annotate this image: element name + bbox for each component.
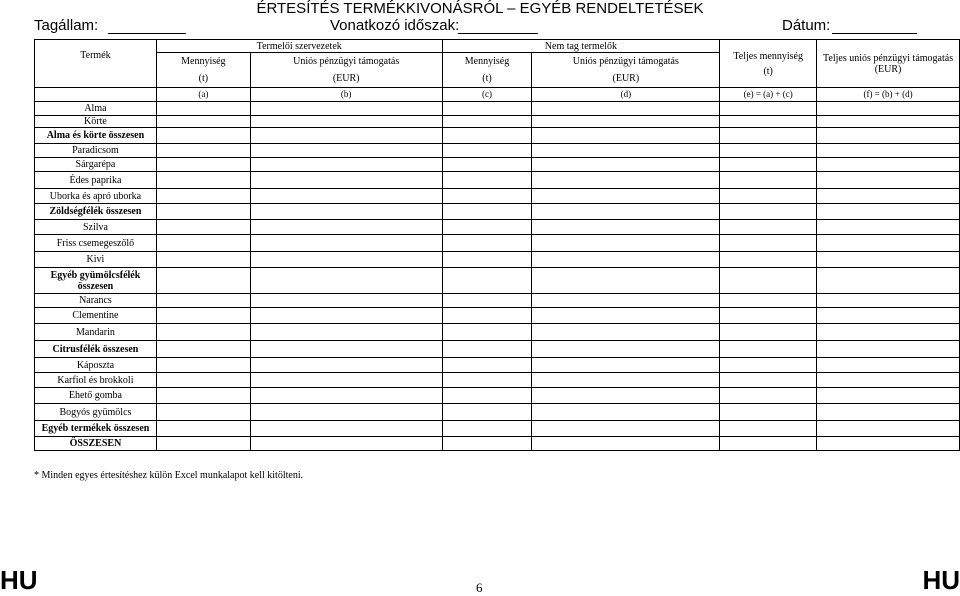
value-cell[interactable] — [250, 437, 442, 451]
group-non-member-producers: Nem tag termelők — [442, 40, 720, 53]
value-cell[interactable] — [532, 116, 720, 128]
value-cell[interactable] — [156, 102, 250, 116]
product-label: Alma — [35, 102, 157, 116]
value-cell[interactable] — [442, 308, 532, 324]
value-cell[interactable] — [720, 294, 817, 308]
value-cell[interactable] — [442, 373, 532, 388]
table-row — [35, 437, 960, 451]
value-cell[interactable] — [720, 268, 817, 294]
value-cell[interactable] — [250, 144, 442, 158]
value-cell[interactable] — [156, 437, 250, 451]
value-cell[interactable] — [720, 116, 817, 128]
total-eu-support-header: Teljes uniós pénzügyi támogatás (EUR) — [817, 40, 960, 88]
value-cell[interactable] — [156, 189, 250, 204]
value-cell[interactable] — [250, 189, 442, 204]
table-row — [35, 388, 960, 404]
value-cell[interactable] — [532, 204, 720, 220]
value-cell[interactable] — [532, 373, 720, 388]
formula-c: (c) — [442, 88, 532, 102]
value-cell[interactable] — [532, 341, 720, 358]
value-cell[interactable] — [156, 128, 250, 144]
withdrawal-table — [34, 39, 960, 451]
value-cell[interactable] — [442, 235, 532, 252]
value-cell[interactable] — [817, 235, 960, 252]
table-row — [35, 268, 960, 294]
value-cell[interactable] — [250, 373, 442, 388]
value-cell[interactable] — [720, 341, 817, 358]
value-cell[interactable] — [156, 294, 250, 308]
value-cell[interactable] — [720, 308, 817, 324]
value-cell[interactable] — [532, 252, 720, 268]
value-cell[interactable] — [156, 172, 250, 189]
formula-a: (a) — [156, 88, 250, 102]
value-cell[interactable] — [532, 421, 720, 437]
value-cell[interactable] — [817, 388, 960, 404]
value-cell[interactable] — [532, 102, 720, 116]
value-cell[interactable] — [817, 308, 960, 324]
value-cell[interactable] — [250, 252, 442, 268]
value-cell[interactable] — [817, 358, 960, 373]
value-cell[interactable] — [442, 252, 532, 268]
value-cell[interactable] — [817, 404, 960, 421]
country-code-left: HU — [0, 565, 38, 595]
value-cell[interactable] — [250, 172, 442, 189]
formula-b: (b) — [250, 88, 442, 102]
value-cell[interactable] — [720, 189, 817, 204]
value-cell[interactable] — [250, 324, 442, 341]
member-state-label: Tagállam: — [34, 17, 99, 34]
date-label: Dátum: — [782, 17, 831, 34]
header-fields — [0, 16, 960, 36]
value-cell[interactable] — [720, 128, 817, 144]
value-cell[interactable] — [532, 128, 720, 144]
product-label: Egyéb gyümölcsfélék összesen — [35, 268, 157, 294]
table-row — [35, 252, 960, 268]
table-row — [35, 158, 960, 172]
product-label: Kivi — [35, 252, 157, 268]
value-cell[interactable] — [156, 404, 250, 421]
product-label: ÖSSZESEN — [35, 437, 157, 451]
nm-quantity-unit: (t) — [442, 71, 532, 88]
total-quantity-header — [720, 40, 817, 88]
value-cell[interactable] — [156, 388, 250, 404]
value-cell[interactable] — [250, 388, 442, 404]
value-cell[interactable] — [720, 102, 817, 116]
value-cell[interactable] — [720, 144, 817, 158]
nm-eu-support-header: Uniós pénzügyi támogatás — [532, 53, 720, 71]
table-row — [35, 204, 960, 220]
product-label: Uborka és apró uborka — [35, 189, 157, 204]
table-row — [35, 116, 960, 128]
value-cell[interactable] — [720, 437, 817, 451]
value-cell[interactable] — [817, 128, 960, 144]
product-label: Édes paprika — [35, 172, 157, 189]
value-cell[interactable] — [442, 421, 532, 437]
value-cell[interactable] — [442, 341, 532, 358]
value-cell[interactable] — [156, 421, 250, 437]
value-cell[interactable] — [532, 235, 720, 252]
value-cell[interactable] — [817, 373, 960, 388]
value-cell[interactable] — [156, 324, 250, 341]
value-cell[interactable] — [532, 437, 720, 451]
formula-f: (f) = (b) + (d) — [817, 88, 960, 102]
value-cell[interactable] — [442, 172, 532, 189]
value-cell[interactable] — [720, 324, 817, 341]
value-cell[interactable] — [532, 144, 720, 158]
product-label: Alma és körte összesen — [35, 128, 157, 144]
value-cell[interactable] — [817, 172, 960, 189]
value-cell[interactable] — [720, 358, 817, 373]
value-cell[interactable] — [817, 341, 960, 358]
value-cell[interactable] — [817, 204, 960, 220]
value-cell[interactable] — [442, 220, 532, 235]
table-row — [35, 144, 960, 158]
value-cell[interactable] — [442, 437, 532, 451]
table-row — [35, 172, 960, 189]
value-cell[interactable] — [720, 421, 817, 437]
value-cell[interactable] — [442, 294, 532, 308]
value-cell[interactable] — [720, 388, 817, 404]
value-cell[interactable] — [817, 268, 960, 294]
value-cell[interactable] — [442, 102, 532, 116]
value-cell[interactable] — [720, 235, 817, 252]
table-row — [35, 220, 960, 235]
value-cell[interactable] — [720, 158, 817, 172]
value-cell[interactable] — [250, 204, 442, 220]
product-label: Paradicsom — [35, 144, 157, 158]
value-cell[interactable] — [250, 116, 442, 128]
value-cell[interactable] — [442, 268, 532, 294]
product-label: Bogyós gyümölcs — [35, 404, 157, 421]
product-label: Egyéb termékek összesen — [35, 421, 157, 437]
formula-e: (e) = (a) + (c) — [720, 88, 817, 102]
value-cell[interactable] — [250, 341, 442, 358]
value-cell[interactable] — [532, 172, 720, 189]
value-cell[interactable] — [532, 268, 720, 294]
value-cell[interactable] — [817, 252, 960, 268]
value-cell[interactable] — [156, 116, 250, 128]
period-field[interactable] — [458, 33, 538, 34]
product-label: Sárgarépa — [35, 158, 157, 172]
value-cell[interactable] — [532, 388, 720, 404]
product-label: Ehető gomba — [35, 388, 157, 404]
value-cell[interactable] — [250, 358, 442, 373]
table-row — [35, 421, 960, 437]
value-cell[interactable] — [442, 116, 532, 128]
value-cell[interactable] — [532, 158, 720, 172]
value-cell[interactable] — [156, 204, 250, 220]
product-label: Káposzta — [35, 358, 157, 373]
value-cell[interactable] — [442, 404, 532, 421]
value-cell[interactable] — [250, 421, 442, 437]
product-header: Termék — [35, 40, 157, 88]
value-cell[interactable] — [532, 324, 720, 341]
table-row — [35, 358, 960, 373]
value-cell[interactable] — [156, 144, 250, 158]
country-code-right: HU — [922, 565, 960, 595]
value-cell[interactable] — [156, 373, 250, 388]
value-cell[interactable] — [250, 308, 442, 324]
value-cell[interactable] — [156, 268, 250, 294]
table-row — [35, 308, 960, 324]
value-cell[interactable] — [156, 220, 250, 235]
product-label: Zöldségfélék összesen — [35, 204, 157, 220]
value-cell[interactable] — [156, 252, 250, 268]
value-cell[interactable] — [156, 358, 250, 373]
value-cell[interactable] — [532, 189, 720, 204]
value-cell[interactable] — [817, 220, 960, 235]
value-cell[interactable] — [817, 294, 960, 308]
date-field[interactable] — [832, 33, 917, 34]
table-row — [35, 294, 960, 308]
product-label: Karfiol és brokkoli — [35, 373, 157, 388]
value-cell[interactable] — [720, 204, 817, 220]
value-cell[interactable] — [250, 294, 442, 308]
product-label: Körte — [35, 116, 157, 128]
product-label: Szilva — [35, 220, 157, 235]
value-cell[interactable] — [442, 204, 532, 220]
po-eu-support-unit: (EUR) — [250, 71, 442, 88]
table-row — [35, 404, 960, 421]
value-cell[interactable] — [250, 102, 442, 116]
value-cell[interactable] — [250, 404, 442, 421]
product-label: Clementine — [35, 308, 157, 324]
table-row — [35, 324, 960, 341]
po-eu-support-header: Uniós pénzügyi támogatás — [250, 53, 442, 71]
period-label: Vonatkozó időszak: — [330, 17, 460, 34]
value-cell[interactable] — [532, 294, 720, 308]
value-cell[interactable] — [720, 172, 817, 189]
page-number: 6 — [476, 580, 483, 595]
value-cell[interactable] — [442, 158, 532, 172]
table-row — [35, 373, 960, 388]
value-cell[interactable] — [720, 252, 817, 268]
formula-d: (d) — [532, 88, 720, 102]
value-cell[interactable] — [532, 404, 720, 421]
member-state-field[interactable] — [108, 33, 186, 34]
value-cell[interactable] — [720, 373, 817, 388]
table-row — [35, 235, 960, 252]
total-quantity-unit: (t) — [763, 65, 773, 77]
value-cell[interactable] — [250, 158, 442, 172]
po-quantity-unit: (t) — [156, 71, 250, 88]
value-cell[interactable] — [532, 308, 720, 324]
table-row — [35, 102, 960, 116]
value-cell[interactable] — [156, 308, 250, 324]
value-cell[interactable] — [720, 404, 817, 421]
value-cell[interactable] — [442, 358, 532, 373]
value-cell[interactable] — [817, 324, 960, 341]
value-cell[interactable] — [442, 144, 532, 158]
product-label: Narancs — [35, 294, 157, 308]
value-cell[interactable] — [250, 220, 442, 235]
value-cell[interactable] — [817, 421, 960, 437]
value-cell[interactable] — [156, 341, 250, 358]
value-cell[interactable] — [442, 128, 532, 144]
value-cell[interactable] — [442, 189, 532, 204]
value-cell[interactable] — [532, 358, 720, 373]
value-cell[interactable] — [156, 235, 250, 252]
value-cell[interactable] — [250, 268, 442, 294]
total-quantity-label: Teljes mennyiség — [733, 50, 803, 62]
value-cell[interactable] — [720, 220, 817, 235]
group-producer-orgs: Termelői szervezetek — [156, 40, 442, 53]
value-cell[interactable] — [817, 102, 960, 116]
product-label: Mandarin — [35, 324, 157, 341]
nm-quantity-header: Mennyiség — [442, 53, 532, 71]
value-cell[interactable] — [817, 158, 960, 172]
value-cell[interactable] — [817, 116, 960, 128]
value-cell[interactable] — [442, 324, 532, 341]
table-row — [35, 128, 960, 144]
po-quantity-header: Mennyiség — [156, 53, 250, 71]
table-row — [35, 189, 960, 204]
nm-eu-support-unit: (EUR) — [532, 71, 720, 88]
value-cell[interactable] — [532, 220, 720, 235]
value-cell[interactable] — [817, 189, 960, 204]
value-cell[interactable] — [817, 144, 960, 158]
value-cell[interactable] — [250, 128, 442, 144]
product-label: Friss csemegeszőlő — [35, 235, 157, 252]
value-cell[interactable] — [250, 235, 442, 252]
product-formula-blank — [35, 88, 157, 102]
product-label: Citrusfélék összesen — [35, 341, 157, 358]
document-title: ÉRTESÍTÉS TERMÉKKIVONÁSRÓL – EGYÉB RENDELTETÉSEK — [256, 0, 704, 17]
table-row — [35, 341, 960, 358]
value-cell[interactable] — [156, 158, 250, 172]
value-cell[interactable] — [817, 437, 960, 451]
footnote: * Minden egyes értesítéshez külön Excel munkalapot kell kitölteni. — [34, 470, 304, 481]
value-cell[interactable] — [442, 388, 532, 404]
